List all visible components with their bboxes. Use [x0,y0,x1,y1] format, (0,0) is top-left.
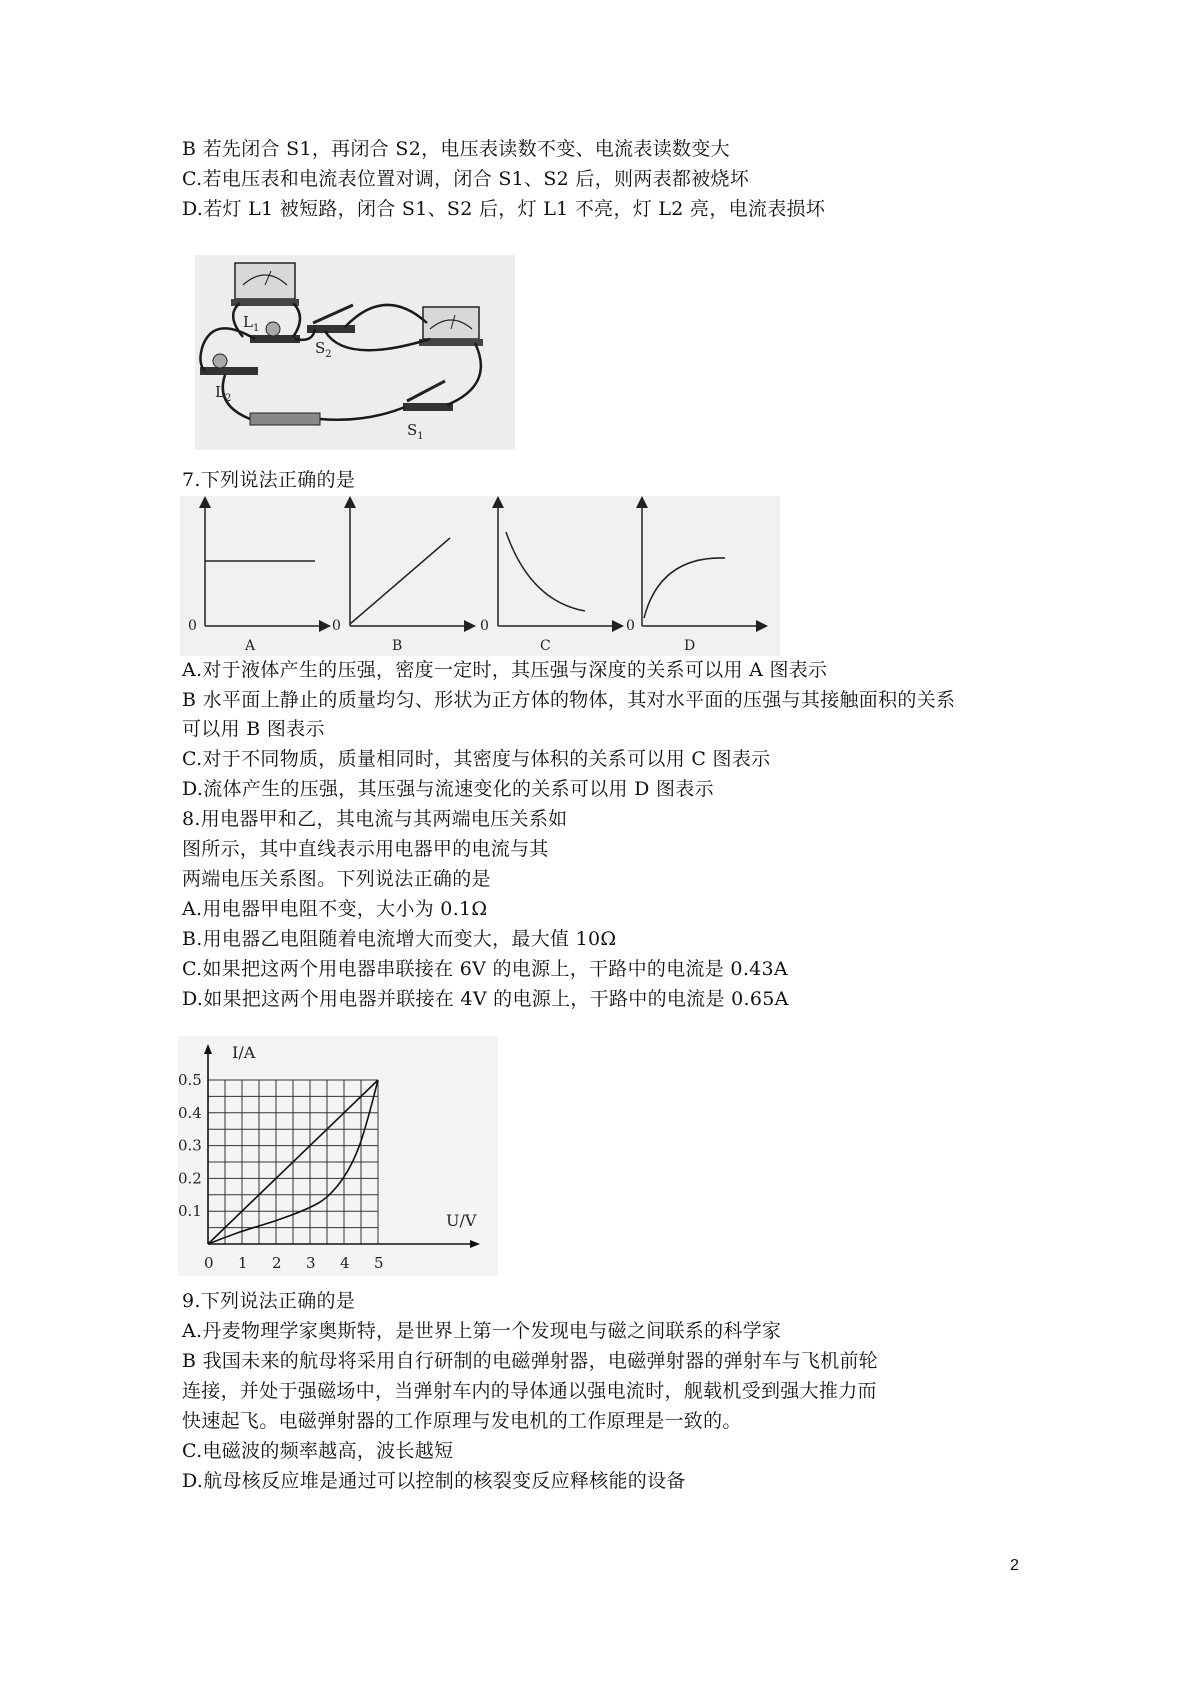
x-tick-label: 1 [238,1254,248,1272]
graph-a-origin: 0 [188,618,197,634]
graph-d-label: D [684,638,696,654]
y-tick-label: 0.5 [178,1071,202,1089]
q7-option-a: A.对于液体产生的压强，密度一定时，其压强与深度的关系可以用 A 图表示 [182,659,828,681]
q6-option-b: B 若先闭合 S1，再闭合 S2，电压表读数不变、电流表读数变大 [182,138,730,160]
x-tick-label: 0 [204,1254,214,1272]
lamp-l1-icon [266,322,280,336]
circuit-diagram [195,255,515,450]
x-tick-label: 3 [306,1254,316,1272]
q8-option-d: D.如果把这两个用电器并联接在 4V 的电源上，干路中的电流是 0.65A [182,988,789,1010]
y-axis-label: I/A [232,1043,256,1062]
page-number: 2 [1010,1557,1019,1574]
q9-option-b-line3: 快速起飞。电磁弹射器的工作原理与发电机的工作原理是一致的。 [182,1410,742,1432]
x-axis-label: U/V [446,1211,477,1230]
q8-option-a: A.用电器甲电阻不变，大小为 0.1Ω [182,898,488,920]
q7-option-b-line2: 可以用 B 图表示 [182,718,325,740]
q9-stem: 9.下列说法正确的是 [182,1290,356,1312]
q9-option-a: A.丹麦物理学家奥斯特，是世界上第一个发现电与磁之间联系的科学家 [182,1320,782,1342]
graph-b-origin: 0 [332,618,341,634]
label-l1: $L_1$ [243,313,260,334]
lamp-l2-icon [213,354,227,368]
x-tick-label: 4 [340,1254,350,1272]
switch-s1-base [403,403,453,411]
q8-stem-line1: 8.用电器甲和乙，其电流与其两端电压关系如 [182,808,568,830]
label-s1: $S_1$ [407,421,424,442]
q8-option-c: C.如果把这两个用电器串联接在 6V 的电源上，干路中的电流是 0.43A [182,958,788,980]
graph-c-origin: 0 [480,618,489,634]
q9-option-b-line1: B 我国未来的航母将采用自行研制的电磁弹射器，电磁弹射器的弹射车与飞机前轮 [182,1350,879,1372]
q8-stem-line2: 图所示，其中直线表示用电器甲的电流与其 [182,838,549,860]
label-s2: $S_2$ [315,339,332,360]
q6-option-d: D.若灯 L1 被短路，闭合 S1、S2 后，灯 L1 不亮，灯 L2 亮，电流表损坏 [182,198,826,220]
graph-b-label: B [392,638,403,654]
x-tick-label: 5 [374,1254,384,1272]
y-tick-label: 0.3 [178,1136,202,1155]
battery-icon [250,413,320,425]
q8-option-b: B.用电器乙电阻随着电流增大而变大，最大值 10Ω [182,928,617,950]
iu-chart [178,1036,498,1276]
q7-graphs [180,496,780,656]
x-tick-label: 2 [272,1254,282,1272]
voltmeter-icon [231,263,299,306]
q6-option-c: C.若电压表和电流表位置对调，闭合 S1、S2 后，则两表都被烧坏 [182,168,750,190]
graph-a-label: A [245,638,256,654]
lamp-l2-base [200,367,258,375]
q9-option-c: C.电磁波的频率越高，波长越短 [182,1440,454,1462]
q7-option-c: C.对于不同物质，质量相同时，其密度与体积的关系可以用 C 图表示 [182,748,771,770]
y-tick-label: 0.1 [178,1202,202,1221]
q8-stem-line3: 两端电压关系图。下列说法正确的是 [182,868,491,890]
q7-stem: 7.下列说法正确的是 [182,469,356,491]
graph-c-label: C [540,638,551,654]
y-tick-label: 0.2 [178,1169,202,1188]
label-l2: $L_2$ [215,383,232,404]
y-tick-label: 0.4 [178,1103,202,1122]
q9-option-b-line2: 连接，并处于强磁场中，当弹射车内的导体通以强电流时，舰载机受到强大推力而 [182,1380,877,1402]
graph-d-origin: 0 [626,618,635,634]
q7-option-d: D.流体产生的压强，其压强与流速变化的关系可以用 D 图表示 [182,778,714,800]
q9-option-d: D.航母核反应堆是通过可以控制的核裂变反应释核能的设备 [182,1470,686,1492]
q7-option-b-line1: B 水平面上静止的质量均匀、形状为正方体的物体，其对水平面的压强与其接触面积的关系 [182,689,956,711]
